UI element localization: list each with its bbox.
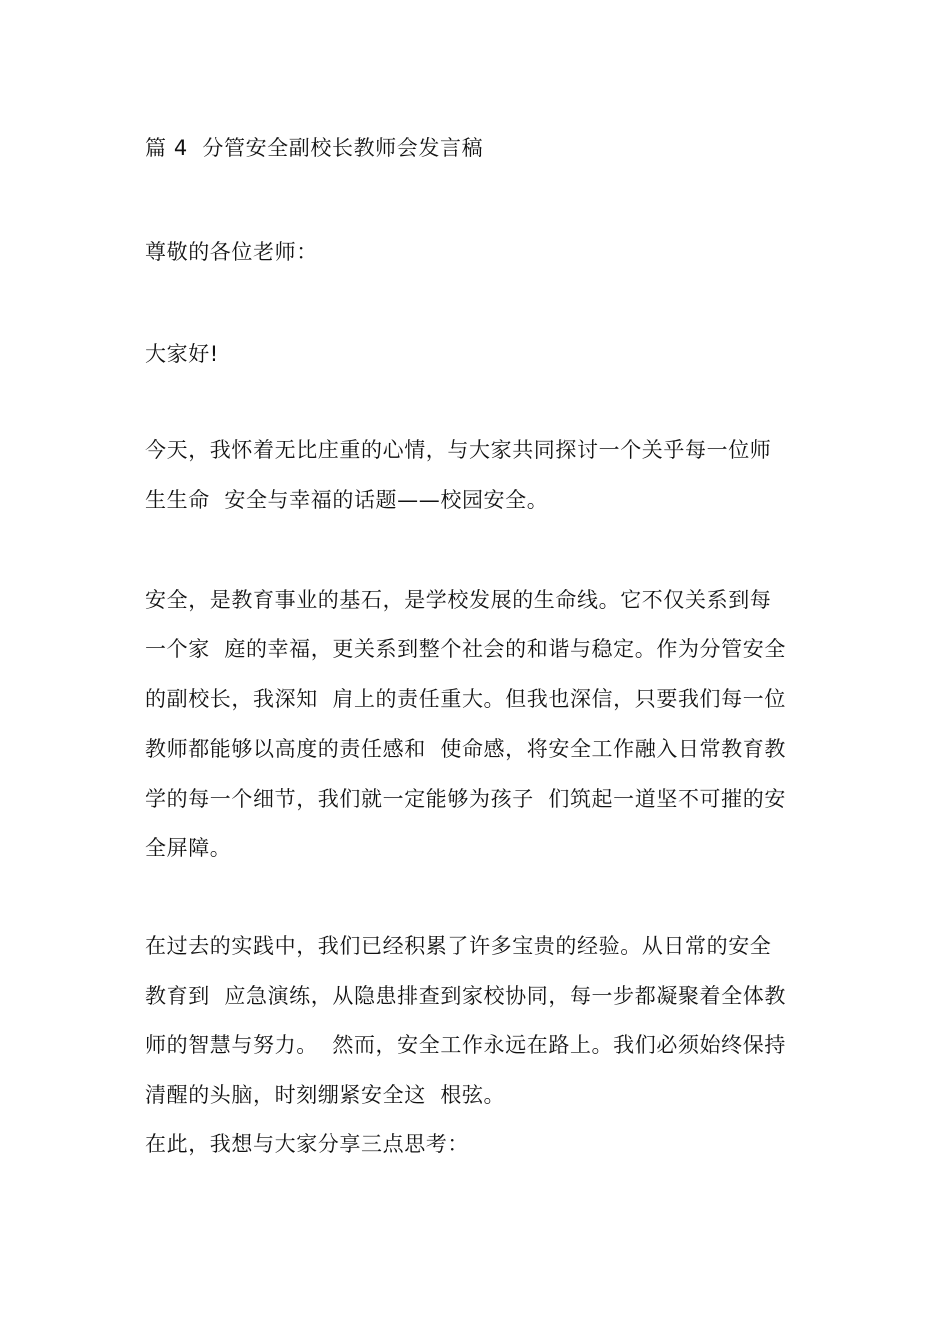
paragraph-2-line-5: 学的每一个细节，我们就一定能够为孩子 们筑起一道坚不可摧的安 — [145, 787, 786, 811]
paragraph-2-line-4: 教师都能够以高度的责任感和 使命感，将安全工作融入日常教育教 — [145, 737, 786, 761]
paragraph-3-line-1: 在过去的实践中，我们已经积累了许多宝贵的经验。从日常的安全 — [145, 934, 772, 958]
paragraph-3-line-4: 清醒的头脑，时刻绷紧安全这 根弦。 — [145, 1083, 506, 1107]
salutation: 尊敬的各位老师： — [145, 240, 318, 264]
greeting: 大家好! — [145, 342, 219, 366]
paragraph-3-line-2: 教育到 应急演练，从隐患排查到家校协同，每一步都凝聚着全体教 — [145, 984, 786, 1008]
paragraph-1-line-1: 今天，我怀着无比庄重的心情，与大家共同探讨一个关乎每一位师 — [145, 438, 772, 462]
paragraph-1-line-2: 生生命 安全与幸福的话题——校园安全。 — [145, 488, 549, 512]
paragraph-4: 在此，我想与大家分享三点思考： — [145, 1132, 469, 1156]
paragraph-2-line-6: 全屏障。 — [145, 836, 232, 860]
paragraph-3-line-3: 师的智慧与努力。 然而，安全工作永远在路上。我们必须始终保持 — [145, 1033, 786, 1057]
document-title: 篇 4 分管安全副校长教师会发言稿 — [145, 136, 484, 160]
paragraph-2-line-2: 一个家 庭的幸福，更关系到整个社会的和谐与稳定。作为分管安全 — [145, 637, 786, 661]
paragraph-2-line-1: 安全，是教育事业的基石，是学校发展的生命线。它不仅关系到每 — [145, 588, 772, 612]
paragraph-2-line-3: 的副校长，我深知 肩上的责任重大。但我也深信，只要我们每一位 — [145, 687, 786, 711]
